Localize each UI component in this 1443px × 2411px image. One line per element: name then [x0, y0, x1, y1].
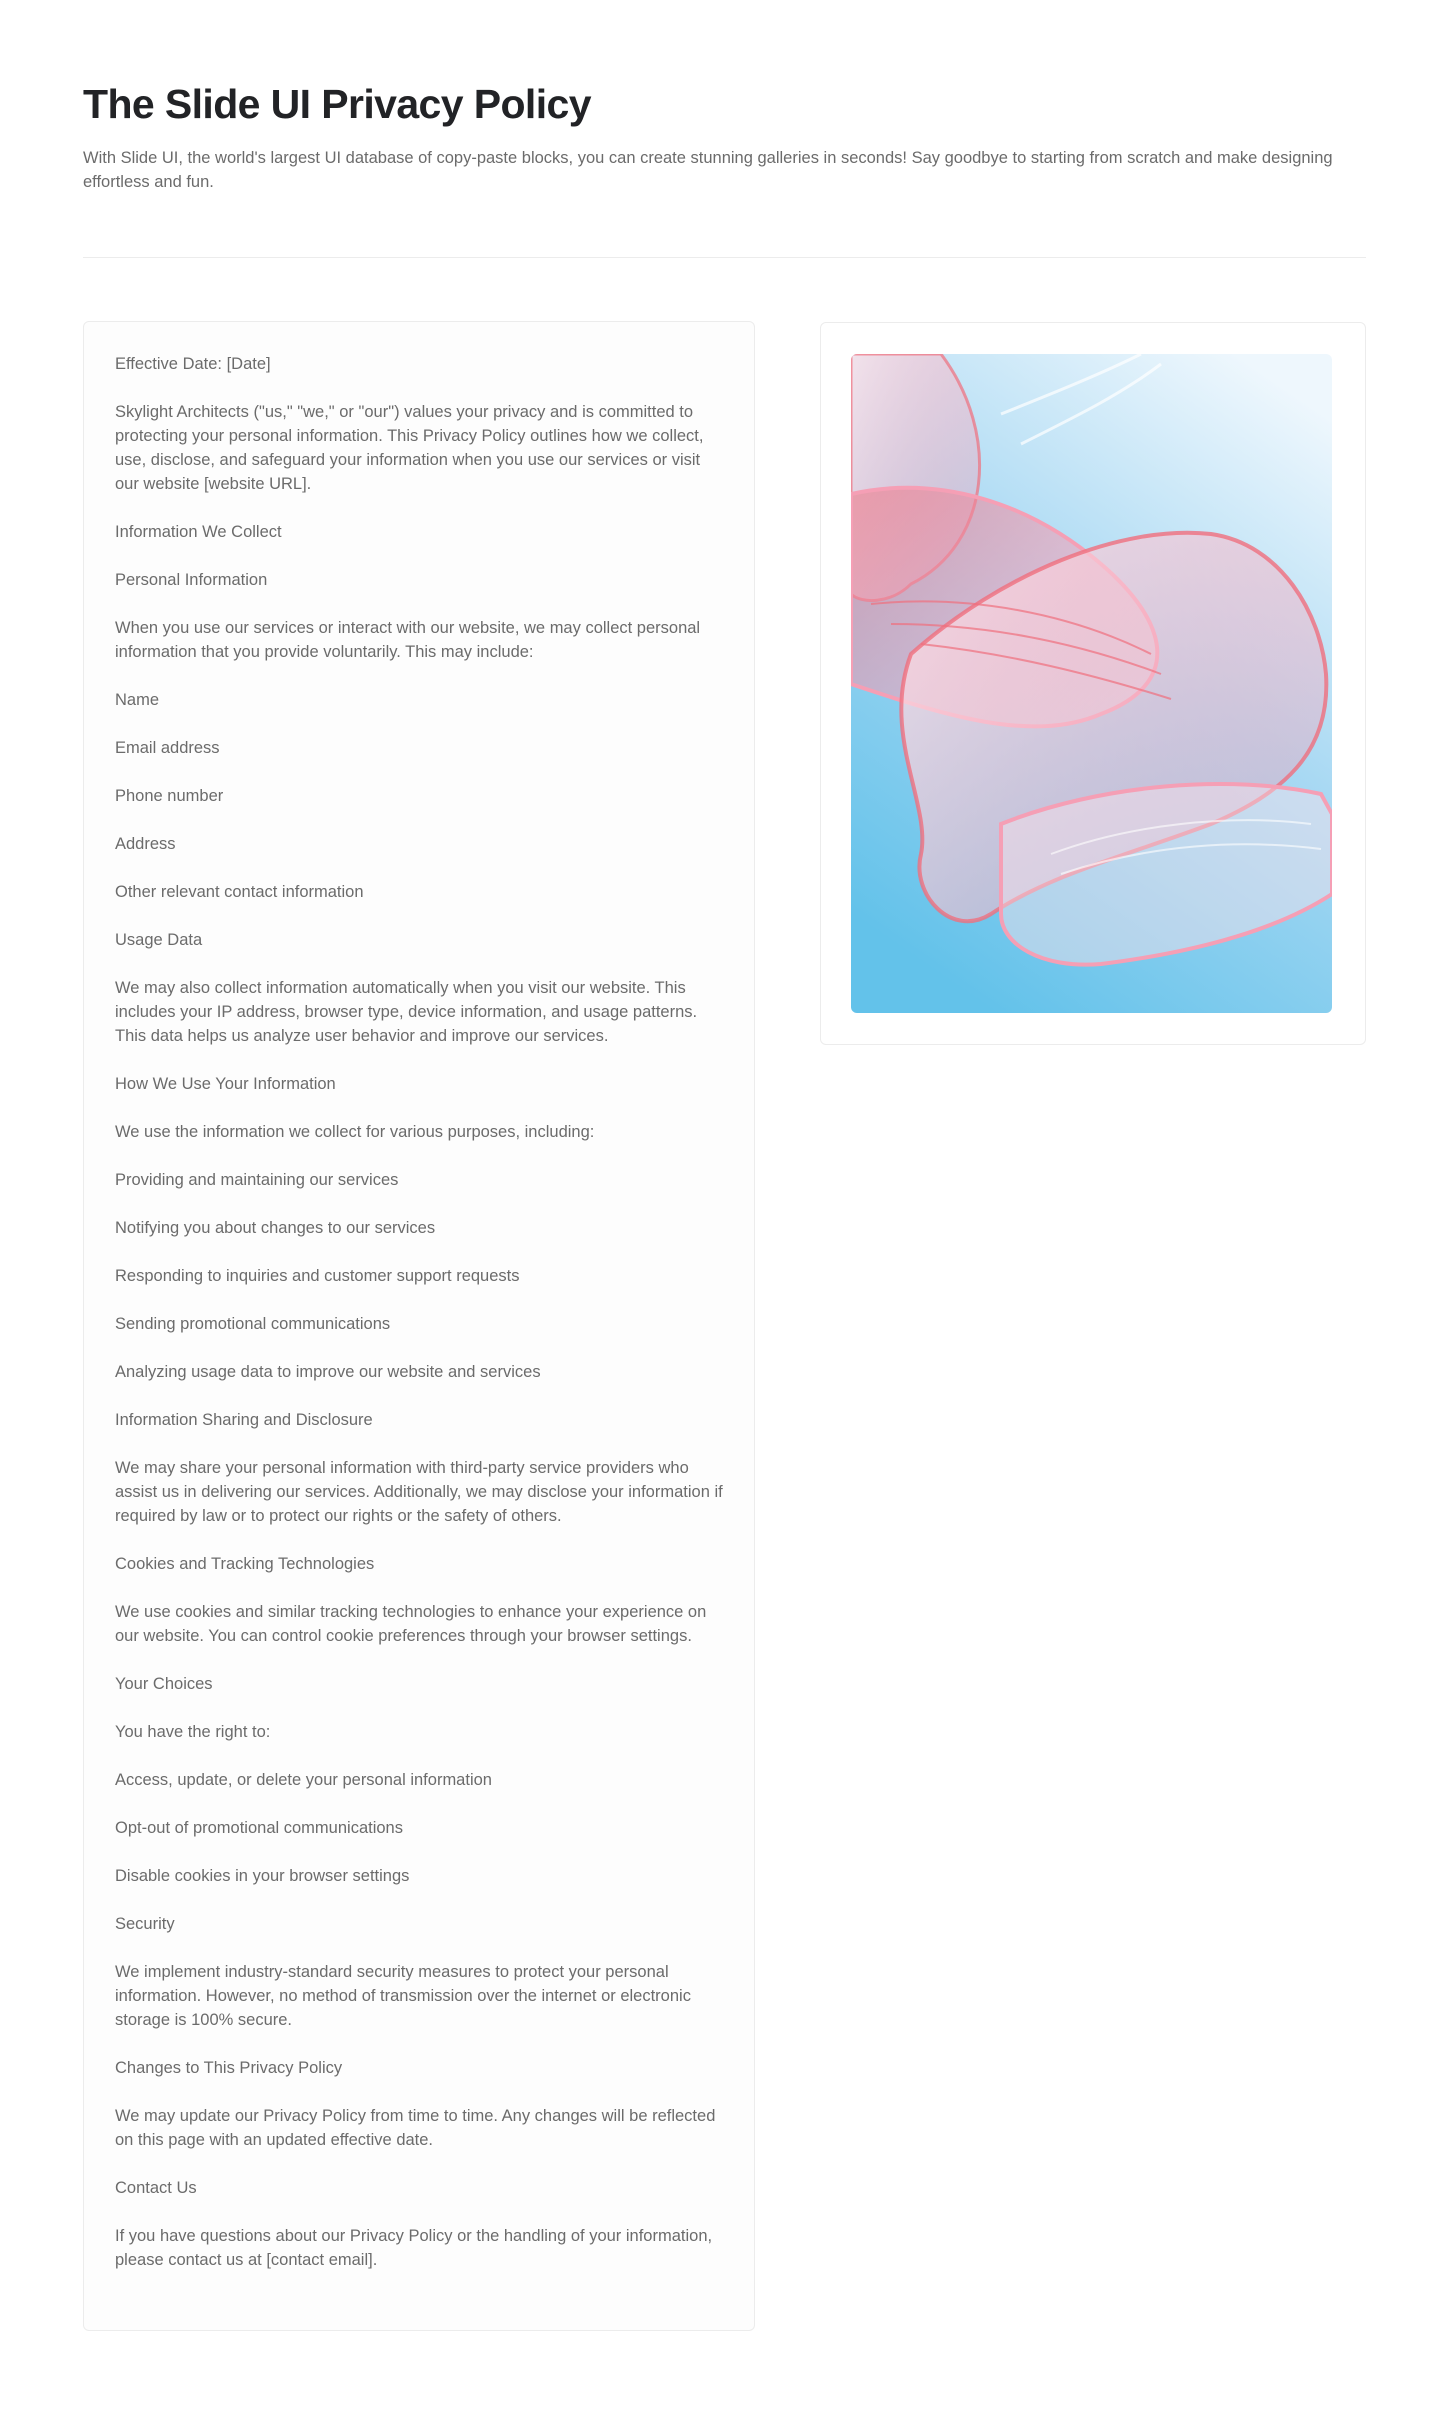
policy-list-item: Name [115, 691, 160, 709]
policy-paragraph: You have the right to: [115, 1723, 271, 1741]
policy-list-item: Phone number [115, 787, 224, 805]
policy-paragraph: We use cookies and similar tracking technologies to enhance your experience on our website. You can control cookie preferences through your browser settings. [115, 1603, 707, 1645]
policy-list-item: Email address [115, 739, 220, 757]
policy-section-heading: How We Use Your Information [115, 1075, 336, 1093]
policy-list-item: Address [115, 835, 176, 853]
policy-section-heading: Changes to This Privacy Policy [115, 2059, 343, 2077]
policy-list-item: Other relevant contact information [115, 883, 364, 901]
policy-paragraph: We use the information we collect for various purposes, including: [115, 1123, 595, 1141]
policy-list-item: Responding to inquiries and customer support requests [115, 1267, 520, 1285]
policy-intro-paragraph: Skylight Architects ("us," "we," or "our") values your privacy and is committed to protecting your personal information. This Privacy Policy outlines how we collect, use, disclose, and safeguard your information when you use our services or visit our website [website URL]. [115, 403, 704, 493]
policy-list-item: Disable cookies in your browser settings [115, 1867, 410, 1885]
policy-list-item: Access, update, or delete your personal information [115, 1771, 492, 1789]
policy-section-heading: Security [115, 1915, 175, 1933]
image-card [820, 322, 1366, 1045]
policy-list-item: Notifying you about changes to our services [115, 1219, 436, 1237]
policy-paragraph: We may update our Privacy Policy from time to time. Any changes will be reflected on this page with an updated effective date. [115, 2107, 716, 2149]
policy-paragraph: We implement industry-standard security measures to protect your personal information. However, no method of transmission over the internet or electronic storage is 100% secure. [115, 1963, 691, 2029]
policy-paragraph: If you have questions about our Privacy Policy or the handling of your information, please contact us at [contact email]. [115, 2227, 713, 2269]
policy-section-heading: Information Sharing and Disclosure [115, 1411, 373, 1429]
page-title: The Slide UI Privacy Policy [83, 81, 591, 127]
policy-list-item: Analyzing usage data to improve our website and services [115, 1363, 541, 1381]
policy-paragraph: We may share your personal information with third-party service providers who assist us in delivering our services. Additionally, we may disclose your information if required by law or to protect our rights or the safety of others. [115, 1459, 723, 1525]
policy-effective-date: Effective Date: [Date] [115, 355, 271, 373]
policy-list-item: Sending promotional communications [115, 1315, 391, 1333]
policy-text-card [83, 321, 755, 2331]
abstract-glass-ribbons-image [851, 354, 1332, 1013]
policy-section-heading: Your Choices [115, 1675, 213, 1693]
policy-list-item: Providing and maintaining our services [115, 1171, 399, 1189]
policy-paragraph: When you use our services or interact with our website, we may collect personal information that you provide voluntarily. This may include: [115, 619, 701, 661]
policy-subsection-heading: Personal Information [115, 571, 268, 589]
header-divider [83, 257, 1366, 258]
policy-list-item: Opt-out of promotional communications [115, 1819, 403, 1837]
policy-section-heading: Information We Collect [115, 523, 282, 541]
page-subtitle: With Slide UI, the world's largest UI database of copy-paste blocks, you can create stunning galleries in seconds! Say goodbye to starting from scratch and make designing effortless and fun. [83, 149, 1333, 191]
policy-subsection-heading: Usage Data [115, 931, 203, 949]
policy-paragraph: We may also collect information automatically when you visit our website. This includes your IP address, browser type, device information, and usage patterns. This data helps us analyze user behavior and improve our services. [115, 979, 698, 1045]
policy-section-heading: Contact Us [115, 2179, 197, 2197]
policy-section-heading: Cookies and Tracking Technologies [115, 1555, 375, 1573]
